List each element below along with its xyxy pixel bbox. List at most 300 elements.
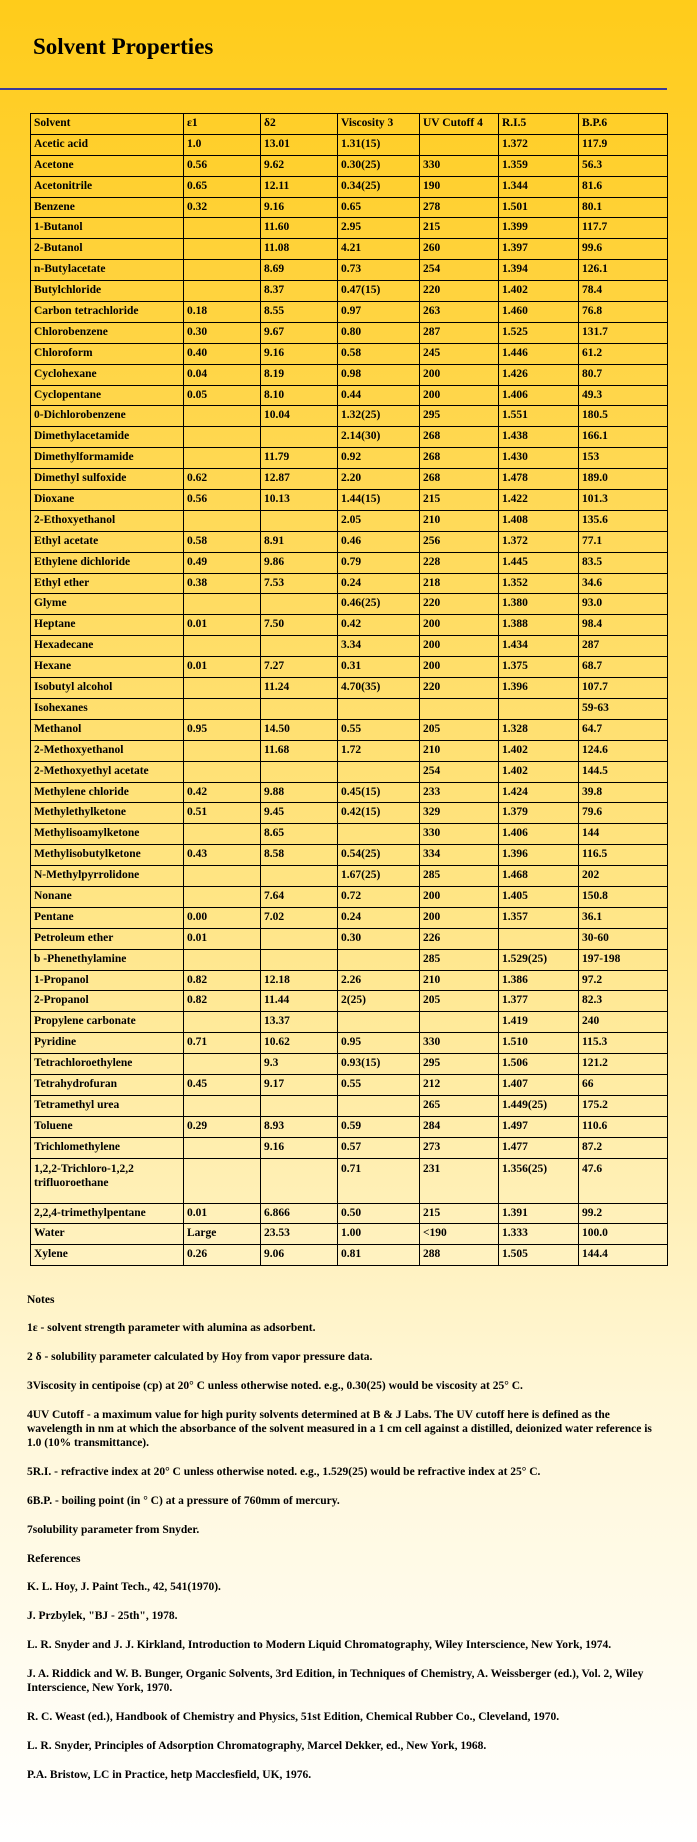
cell-epsilon [184,949,261,970]
cell-refractive-index: 1.446 [499,343,579,364]
cell-uv-cutoff: 268 [420,448,499,469]
cell-epsilon: 0.01 [184,928,261,949]
cell-delta: 9.67 [261,322,338,343]
cell-refractive-index: 1.529(25) [499,949,579,970]
cell-boiling-point: 61.2 [579,343,668,364]
cell-refractive-index: 1.359 [499,155,579,176]
cell-viscosity: 0.30 [338,928,420,949]
table-row [31,970,668,991]
reference-2: J. Przbylek, "BJ - 25th", 1978. [27,1610,178,1622]
table-row [31,406,668,427]
cell-boiling-point: 80.7 [579,364,668,385]
notes-heading: Notes [27,1294,55,1306]
cell-viscosity: 0.24 [338,907,420,928]
cell-epsilon [184,1054,261,1075]
cell-boiling-point: 68.7 [579,657,668,678]
cell-epsilon [184,510,261,531]
cell-delta: 11.44 [261,991,338,1012]
cell-delta: 13.37 [261,1012,338,1033]
cell-uv-cutoff [420,698,499,719]
table-row [31,239,668,260]
cell-epsilon [184,281,261,302]
cell-uv-cutoff: 200 [420,657,499,678]
cell-uv-cutoff: 215 [420,490,499,511]
note-3: 3Viscosity in centipoise (cp) at 20° C unless otherwise noted. e.g., 0.30(25) would be viscosity at 25° C. [27,1380,523,1392]
cell-refractive-index: 1.402 [499,761,579,782]
cell-refractive-index: 1.408 [499,510,579,531]
cell-refractive-index: 1.460 [499,302,579,323]
cell-epsilon: 0.45 [184,1074,261,1095]
cell-boiling-point: 166.1 [579,427,668,448]
cell-refractive-index: 1.426 [499,364,579,385]
table-row [31,1203,668,1224]
cell-viscosity: 0.30(25) [338,155,420,176]
cell-viscosity: 0.34(25) [338,176,420,197]
header-uv-cutoff: UV Cutoff 4 [420,114,499,135]
cell-boiling-point: 93.0 [579,594,668,615]
cell-delta: 8.91 [261,531,338,552]
cell-boiling-point: 98.4 [579,615,668,636]
cell-uv-cutoff [420,134,499,155]
cell-boiling-point: 83.5 [579,552,668,573]
cell-boiling-point: 150.8 [579,886,668,907]
cell-delta: 10.04 [261,406,338,427]
table-row [31,197,668,218]
cell-viscosity: 1.31(15) [338,134,420,155]
table-row [31,782,668,803]
cell-uv-cutoff: 256 [420,531,499,552]
cell-boiling-point: 77.1 [579,531,668,552]
cell-refractive-index: 1.372 [499,531,579,552]
cell-solvent: n-Butylacetate [31,260,184,281]
cell-uv-cutoff: 220 [420,281,499,302]
cell-epsilon [184,594,261,615]
cell-solvent: 2-Propanol [31,991,184,1012]
cell-viscosity: 2.05 [338,510,420,531]
cell-viscosity: 4.21 [338,239,420,260]
cell-viscosity: 0.72 [338,886,420,907]
solvent-properties-table [30,113,668,1266]
cell-epsilon [184,698,261,719]
cell-solvent: Ethylene dichloride [31,552,184,573]
cell-epsilon: 1.0 [184,134,261,155]
cell-delta [261,698,338,719]
cell-viscosity: 0.46(25) [338,594,420,615]
cell-uv-cutoff: 205 [420,719,499,740]
cell-epsilon [184,740,261,761]
cell-uv-cutoff: 268 [420,469,499,490]
cell-delta: 8.37 [261,281,338,302]
cell-boiling-point: 56.3 [579,155,668,176]
cell-delta: 8.69 [261,260,338,281]
cell-delta: 7.53 [261,573,338,594]
references-heading: References [27,1553,81,1565]
cell-solvent: Glyme [31,594,184,615]
cell-epsilon [184,761,261,782]
cell-solvent: Cyclohexane [31,364,184,385]
page-title: Solvent Properties [33,34,214,59]
table-row [31,302,668,323]
cell-epsilon: 0.38 [184,573,261,594]
cell-delta: 11.68 [261,740,338,761]
table-row [31,1033,668,1054]
table-row [31,343,668,364]
table-row [31,176,668,197]
cell-boiling-point: 81.6 [579,176,668,197]
table-row [31,1116,668,1137]
table-row [31,385,668,406]
cell-epsilon: 0.56 [184,490,261,511]
cell-epsilon: 0.65 [184,176,261,197]
cell-uv-cutoff: 210 [420,740,499,761]
cell-boiling-point: 124.6 [579,740,668,761]
cell-delta: 23.53 [261,1224,338,1245]
cell-refractive-index: 1.525 [499,322,579,343]
cell-uv-cutoff: 284 [420,1116,499,1137]
cell-refractive-index: 1.396 [499,678,579,699]
cell-uv-cutoff: 263 [420,302,499,323]
cell-delta [261,928,338,949]
cell-solvent: Heptane [31,615,184,636]
cell-refractive-index: 1.551 [499,406,579,427]
cell-delta: 14.50 [261,719,338,740]
table-row [31,573,668,594]
cell-refractive-index: 1.402 [499,740,579,761]
cell-refractive-index: 1.391 [499,1203,579,1224]
reference-3: L. R. Snyder and J. J. Kirkland, Introduction to Modern Liquid Chromatography, Wiley Interscience, New York, 1974. [27,1639,612,1651]
cell-delta: 8.10 [261,385,338,406]
cell-solvent: Nonane [31,886,184,907]
cell-refractive-index: 1.372 [499,134,579,155]
cell-boiling-point: 110.6 [579,1116,668,1137]
cell-epsilon: 0.04 [184,364,261,385]
cell-viscosity: 0.45(15) [338,782,420,803]
cell-refractive-index: 1.434 [499,636,579,657]
cell-refractive-index: 1.406 [499,385,579,406]
reference-4: J. A. Riddick and W. B. Bunger, Organic Solvents, 3rd Edition, in Techniques of Chemistry, A. Weissberger (ed.), Vol. 2, Wiley Interscience, New York, 1970. [27,1668,644,1694]
table-row [31,740,668,761]
cell-viscosity: 0.71 [338,1158,420,1203]
reference-1: K. L. Hoy, J. Paint Tech., 42, 541(1970). [27,1581,221,1593]
cell-boiling-point: 135.6 [579,510,668,531]
cell-uv-cutoff: 278 [420,197,499,218]
cell-boiling-point: 99.2 [579,1203,668,1224]
table-row [31,698,668,719]
cell-refractive-index: 1.406 [499,824,579,845]
cell-solvent: Methylisobutylketone [31,845,184,866]
cell-refractive-index: 1.397 [499,239,579,260]
cell-refractive-index [499,928,579,949]
cell-refractive-index: 1.388 [499,615,579,636]
cell-viscosity: 0.80 [338,322,420,343]
cell-refractive-index: 1.396 [499,845,579,866]
cell-epsilon: 0.40 [184,343,261,364]
cell-delta: 9.16 [261,343,338,364]
cell-boiling-point: 100.0 [579,1224,668,1245]
note-6: 6B.P. - boiling point (in ° C) at a pressure of 760mm of mercury. [27,1495,340,1507]
cell-viscosity: 1.72 [338,740,420,761]
cell-epsilon: 0.01 [184,657,261,678]
cell-viscosity: 1.44(15) [338,490,420,511]
cell-boiling-point: 202 [579,866,668,887]
table-row [31,615,668,636]
cell-epsilon: 0.05 [184,385,261,406]
cell-boiling-point: 80.1 [579,197,668,218]
cell-uv-cutoff: 285 [420,866,499,887]
cell-solvent: Acetonitrile [31,176,184,197]
table-row [31,364,668,385]
cell-delta: 9.86 [261,552,338,573]
cell-solvent: 2-Butanol [31,239,184,260]
cell-epsilon: 0.51 [184,803,261,824]
cell-viscosity: 0.31 [338,657,420,678]
cell-delta [261,1158,338,1203]
cell-refractive-index: 1.449(25) [499,1095,579,1116]
cell-uv-cutoff: 210 [420,970,499,991]
cell-delta: 12.11 [261,176,338,197]
cell-solvent: Tetrahydrofuran [31,1074,184,1095]
cell-solvent: Acetic acid [31,134,184,155]
cell-refractive-index: 1.375 [499,657,579,678]
cell-solvent: Chloroform [31,343,184,364]
cell-uv-cutoff: 233 [420,782,499,803]
cell-refractive-index: 1.333 [499,1224,579,1245]
cell-boiling-point: 107.7 [579,678,668,699]
cell-viscosity [338,949,420,970]
cell-solvent: 1,2,2-Trichloro-1,2,2 trifluoroethane [31,1158,184,1203]
cell-delta: 7.50 [261,615,338,636]
cell-solvent: 2-Methoxyethanol [31,740,184,761]
cell-epsilon: 0.56 [184,155,261,176]
cell-boiling-point: 197-198 [579,949,668,970]
cell-refractive-index: 1.357 [499,907,579,928]
cell-viscosity: 0.97 [338,302,420,323]
cell-uv-cutoff: 285 [420,949,499,970]
cell-viscosity: 0.54(25) [338,845,420,866]
reference-5: R. C. Weast (ed.), Handbook of Chemistry and Physics, 51st Edition, Chemical Rubber Co., Cleveland, 1970. [27,1711,560,1723]
cell-viscosity: 2.26 [338,970,420,991]
cell-refractive-index: 1.468 [499,866,579,887]
cell-viscosity: 0.58 [338,343,420,364]
cell-refractive-index: 1.510 [499,1033,579,1054]
cell-boiling-point: 287 [579,636,668,657]
cell-epsilon: 0.82 [184,991,261,1012]
cell-boiling-point: 76.8 [579,302,668,323]
table-row [31,552,668,573]
cell-viscosity: 0.47(15) [338,281,420,302]
cell-solvent: Dimethylacetamide [31,427,184,448]
cell-solvent: Pyridine [31,1033,184,1054]
cell-boiling-point: 131.7 [579,322,668,343]
cell-boiling-point: 79.6 [579,803,668,824]
table-row [31,761,668,782]
cell-viscosity: 0.95 [338,1033,420,1054]
cell-delta [261,636,338,657]
table-row [31,1012,668,1033]
cell-boiling-point: 144.4 [579,1245,668,1266]
cell-viscosity: 0.59 [338,1116,420,1137]
cell-uv-cutoff: 288 [420,1245,499,1266]
cell-uv-cutoff [420,1012,499,1033]
cell-epsilon [184,886,261,907]
cell-boiling-point: 117.7 [579,218,668,239]
cell-uv-cutoff: 265 [420,1095,499,1116]
table-row [31,427,668,448]
cell-boiling-point: 49.3 [579,385,668,406]
cell-uv-cutoff: 245 [420,343,499,364]
cell-epsilon [184,1158,261,1203]
cell-viscosity: 0.57 [338,1137,420,1158]
cell-viscosity: 0.24 [338,573,420,594]
cell-viscosity [338,1095,420,1116]
cell-delta: 9.62 [261,155,338,176]
table-header-row [31,114,668,135]
table-row [31,448,668,469]
cell-refractive-index: 1.501 [499,197,579,218]
table-row [31,134,668,155]
cell-viscosity: 0.50 [338,1203,420,1224]
table-row [31,1054,668,1075]
cell-uv-cutoff: 334 [420,845,499,866]
table-row [31,1158,668,1203]
cell-uv-cutoff: 215 [420,218,499,239]
cell-uv-cutoff: 260 [420,239,499,260]
cell-uv-cutoff: 295 [420,406,499,427]
cell-solvent: Trichlomethylene [31,1137,184,1158]
cell-delta: 9.45 [261,803,338,824]
cell-boiling-point: 144.5 [579,761,668,782]
cell-epsilon: 0.49 [184,552,261,573]
cell-boiling-point: 82.3 [579,991,668,1012]
cell-delta: 12.18 [261,970,338,991]
cell-epsilon [184,260,261,281]
cell-epsilon [184,448,261,469]
table-row [31,594,668,615]
cell-epsilon [184,636,261,657]
cell-solvent: Methylisoamylketone [31,824,184,845]
cell-epsilon: 0.29 [184,1116,261,1137]
cell-viscosity: 0.81 [338,1245,420,1266]
note-5: 5R.I. - refractive index at 20° C unless otherwise noted. e.g., 1.529(25) would be refractive index at 25° C. [27,1466,541,1478]
table-row [31,657,668,678]
cell-solvent: Benzene [31,197,184,218]
cell-uv-cutoff: 200 [420,886,499,907]
cell-refractive-index: 1.438 [499,427,579,448]
table-row [31,218,668,239]
cell-uv-cutoff: 210 [420,510,499,531]
cell-refractive-index: 1.478 [499,469,579,490]
cell-boiling-point: 240 [579,1012,668,1033]
cell-delta [261,1095,338,1116]
table-row [31,260,668,281]
cell-boiling-point: 47.6 [579,1158,668,1203]
cell-solvent: Isohexanes [31,698,184,719]
cell-delta: 9.88 [261,782,338,803]
cell-solvent: 2-Ethoxyethanol [31,510,184,531]
table-row [31,1245,668,1266]
cell-boiling-point: 99.6 [579,239,668,260]
cell-boiling-point: 87.2 [579,1137,668,1158]
cell-uv-cutoff: 200 [420,364,499,385]
cell-refractive-index: 1.352 [499,573,579,594]
cell-delta: 6.866 [261,1203,338,1224]
cell-epsilon: 0.01 [184,615,261,636]
reference-7: P.A. Bristow, LC in Practice, hetp Macclesfield, UK, 1976. [27,1769,312,1781]
cell-delta: 11.24 [261,678,338,699]
cell-solvent: Dimethyl sulfoxide [31,469,184,490]
cell-viscosity: 2(25) [338,991,420,1012]
cell-delta: 9.06 [261,1245,338,1266]
cell-refractive-index: 1.344 [499,176,579,197]
cell-viscosity: 0.98 [338,364,420,385]
table-row [31,510,668,531]
cell-delta [261,761,338,782]
cell-delta: 9.3 [261,1054,338,1075]
cell-boiling-point: 66 [579,1074,668,1095]
cell-viscosity: 0.65 [338,197,420,218]
cell-solvent: 1-Butanol [31,218,184,239]
cell-solvent: Hexadecane [31,636,184,657]
note-1: 1ε - solvent strength parameter with alumina as adsorbent. [27,1322,316,1334]
cell-refractive-index: 1.477 [499,1137,579,1158]
cell-solvent: Ethyl acetate [31,531,184,552]
cell-solvent: b -Phenethylamine [31,949,184,970]
cell-refractive-index: 1.356(25) [499,1158,579,1203]
cell-viscosity: 0.79 [338,552,420,573]
cell-refractive-index: 1.394 [499,260,579,281]
cell-solvent: Pentane [31,907,184,928]
cell-epsilon: 0.95 [184,719,261,740]
cell-viscosity: 1.67(25) [338,866,420,887]
cell-viscosity: 0.55 [338,719,420,740]
cell-delta [261,510,338,531]
cell-epsilon [184,1137,261,1158]
cell-viscosity: 1.00 [338,1224,420,1245]
cell-solvent: Butylchloride [31,281,184,302]
cell-delta: 10.13 [261,490,338,511]
cell-viscosity: 0.42 [338,615,420,636]
header-solvent: Solvent [31,114,184,135]
table-row [31,155,668,176]
table-row [31,1095,668,1116]
cell-uv-cutoff: 268 [420,427,499,448]
cell-epsilon: 0.32 [184,197,261,218]
cell-uv-cutoff: 220 [420,678,499,699]
table-row [31,907,668,928]
cell-uv-cutoff: 220 [420,594,499,615]
table-row [31,531,668,552]
cell-uv-cutoff: <190 [420,1224,499,1245]
table-row [31,719,668,740]
cell-viscosity: 0.44 [338,385,420,406]
cell-uv-cutoff: 226 [420,928,499,949]
cell-boiling-point: 153 [579,448,668,469]
cell-uv-cutoff: 205 [420,991,499,1012]
cell-solvent: Cyclopentane [31,385,184,406]
cell-boiling-point: 121.2 [579,1054,668,1075]
cell-viscosity: 0.73 [338,260,420,281]
table-row [31,886,668,907]
cell-delta: 8.55 [261,302,338,323]
table-row [31,991,668,1012]
cell-solvent: Methylene chloride [31,782,184,803]
cell-epsilon: 0.18 [184,302,261,323]
cell-boiling-point: 180.5 [579,406,668,427]
table-row [31,469,668,490]
cell-epsilon: 0.62 [184,469,261,490]
cell-uv-cutoff: 200 [420,385,499,406]
cell-solvent: 2-Methoxyethyl acetate [31,761,184,782]
